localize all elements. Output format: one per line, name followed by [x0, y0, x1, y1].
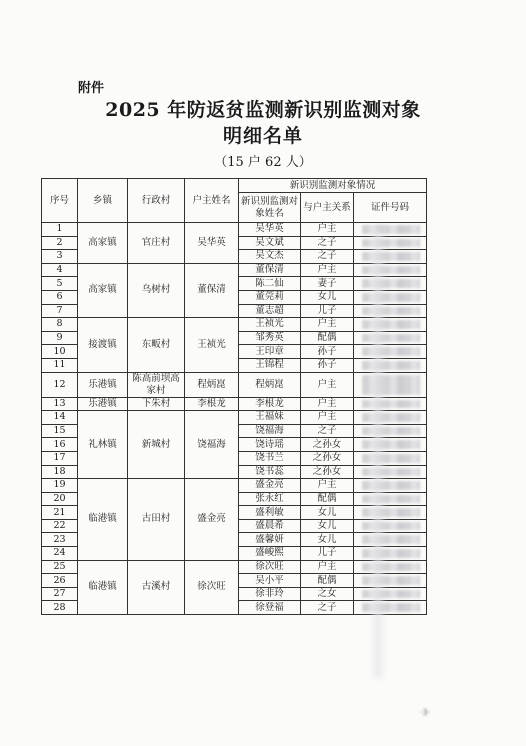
id-number-cell: [354, 574, 427, 588]
redaction-edge: [371, 228, 385, 678]
table-row: [42, 372, 427, 397]
member-name-cell: 董莞莉: [239, 290, 301, 304]
monitoring-roster-table: [41, 178, 427, 615]
member-name-cell: 董志超: [239, 304, 301, 318]
village-cell: 陈高前坝高家村: [128, 372, 185, 397]
relation-cell: 户主: [301, 372, 354, 397]
member-name-cell: 徐次旺: [239, 560, 301, 574]
relation-cell: 孙子: [301, 345, 354, 359]
member-name-cell: 饶书蕊: [239, 465, 301, 479]
id-number-cell: [354, 438, 427, 452]
id-number-cell: [354, 236, 427, 250]
seq-cell: 28: [42, 601, 78, 615]
id-number-cell: [354, 587, 427, 601]
id-number-cell: [354, 345, 427, 359]
household-head-cell: 董保清: [185, 263, 239, 317]
town-cell: 乐港镇: [78, 397, 128, 411]
relation-cell: 儿子: [301, 304, 354, 318]
id-number-cell: [354, 424, 427, 438]
relation-cell: 女儿: [301, 519, 354, 533]
member-name-cell: 盛晨希: [239, 519, 301, 533]
relation-cell: 之孙女: [301, 438, 354, 452]
id-number-cell: [354, 223, 427, 237]
member-name-cell: 王祯光: [239, 318, 301, 332]
member-name-cell: 盛金亮: [239, 479, 301, 493]
seq-cell: 10: [42, 345, 78, 359]
seq-cell: 7: [42, 304, 78, 318]
member-name-cell: 饶诗瑶: [239, 438, 301, 452]
household-head-cell: 王祯光: [185, 318, 239, 372]
member-name-cell: 张永红: [239, 492, 301, 506]
member-name-cell: 盛峻熙: [239, 547, 301, 561]
id-number-cell: [354, 506, 427, 520]
member-name-cell: 吴华英: [239, 223, 301, 237]
member-name-cell: 盛馨妍: [239, 533, 301, 547]
document-subtitle: 明细名单: [222, 125, 303, 147]
village-cell: 下朱村: [128, 397, 185, 411]
seq-cell: 11: [42, 358, 78, 372]
relation-cell: 之孙女: [301, 465, 354, 479]
header-id-number: 证件号码: [354, 193, 427, 223]
id-number-cell: [354, 318, 427, 332]
relation-cell: 配偶: [301, 331, 354, 345]
table-row: [42, 318, 427, 332]
document-title: 2025 年防返贫监测新识别监测对象: [105, 99, 421, 121]
town-cell: 接渡镇: [78, 318, 128, 372]
relation-cell: 儿子: [301, 547, 354, 561]
household-head-cell: 饶福海: [185, 411, 239, 479]
relation-cell: 户主: [301, 263, 354, 277]
id-number-cell: [354, 411, 427, 425]
id-number-cell: [354, 358, 427, 372]
seq-cell: 12: [42, 372, 78, 397]
header-town: 乡镇: [78, 179, 128, 223]
seq-cell: 3: [42, 250, 78, 264]
header-group: 新识别监测对象情况: [239, 179, 427, 193]
relation-cell: 配偶: [301, 492, 354, 506]
seq-cell: 19: [42, 479, 78, 493]
seq-cell: 8: [42, 318, 78, 332]
relation-cell: 户主: [301, 411, 354, 425]
id-number-cell: [354, 290, 427, 304]
relation-cell: 之女: [301, 587, 354, 601]
seq-cell: 22: [42, 519, 78, 533]
household-head-cell: 吴华英: [185, 223, 239, 264]
village-cell: 乌树村: [128, 263, 185, 317]
relation-cell: 户主: [301, 397, 354, 411]
household-count: （15 户 62 人）: [214, 155, 312, 170]
id-number-cell: [354, 277, 427, 291]
table-row: [42, 263, 427, 277]
attachment-label: 附件: [78, 81, 105, 96]
relation-cell: 妻子: [301, 277, 354, 291]
id-number-cell: [354, 397, 427, 411]
relation-cell: 女儿: [301, 533, 354, 547]
member-name-cell: 王印章: [239, 345, 301, 359]
seq-cell: 1: [42, 223, 78, 237]
relation-cell: 女儿: [301, 506, 354, 520]
member-name-cell: 陈二仙: [239, 277, 301, 291]
seq-cell: 16: [42, 438, 78, 452]
relation-cell: 女儿: [301, 290, 354, 304]
relation-cell: 户主: [301, 479, 354, 493]
relation-cell: 之子: [301, 236, 354, 250]
member-name-cell: 李根龙: [239, 397, 301, 411]
seq-cell: 24: [42, 547, 78, 561]
table-row: [42, 411, 427, 425]
id-number-cell: [354, 250, 427, 264]
seq-cell: 27: [42, 587, 78, 601]
town-cell: 乐港镇: [78, 372, 128, 397]
member-name-cell: 王福妹: [239, 411, 301, 425]
header-village: 行政村: [128, 179, 185, 223]
village-cell: 古田村: [128, 479, 185, 561]
seq-cell: 21: [42, 506, 78, 520]
member-name-cell: 邹秀英: [239, 331, 301, 345]
page-number-blurred: ·3·: [420, 708, 431, 717]
id-number-cell: [354, 547, 427, 561]
seq-cell: 14: [42, 411, 78, 425]
seq-cell: 13: [42, 397, 78, 411]
id-number-cell: [354, 304, 427, 318]
id-number-cell: [354, 263, 427, 277]
relation-cell: 之孙女: [301, 451, 354, 465]
seq-cell: 25: [42, 560, 78, 574]
table-row: [42, 223, 427, 237]
town-cell: 高家镇: [78, 263, 128, 317]
seq-cell: 6: [42, 290, 78, 304]
header-seq: 序号: [42, 179, 78, 223]
id-number-cell: [354, 492, 427, 506]
village-cell: 古溪村: [128, 560, 185, 614]
town-cell: 礼林镇: [78, 411, 128, 479]
seq-cell: 9: [42, 331, 78, 345]
table-row: [42, 397, 427, 411]
table-row: [42, 479, 427, 493]
household-head-cell: 盛金亮: [185, 479, 239, 561]
table-row: [42, 560, 427, 574]
member-name-cell: 饶书兰: [239, 451, 301, 465]
town-cell: 临港镇: [78, 479, 128, 561]
household-head-cell: 徐次旺: [185, 560, 239, 614]
id-number-cell: [354, 560, 427, 574]
seq-cell: 23: [42, 533, 78, 547]
seq-cell: 4: [42, 263, 78, 277]
relation-cell: 户主: [301, 223, 354, 237]
member-name-cell: 饶福海: [239, 424, 301, 438]
header-member-name: 新识别监测对象姓名: [239, 193, 301, 223]
id-number-cell: [354, 533, 427, 547]
household-head-cell: 李根龙: [185, 397, 239, 411]
town-cell: 高家镇: [78, 223, 128, 264]
id-number-cell: [354, 331, 427, 345]
household-head-cell: 程炳崑: [185, 372, 239, 397]
header-relation: 与户主关系: [301, 193, 354, 223]
member-name-cell: 吴文杰: [239, 250, 301, 264]
member-name-cell: 吴文斌: [239, 236, 301, 250]
village-cell: 官庄村: [128, 223, 185, 264]
relation-cell: 配偶: [301, 574, 354, 588]
seq-cell: 15: [42, 424, 78, 438]
seq-cell: 17: [42, 451, 78, 465]
header-household-head: 户主姓名: [185, 179, 239, 223]
member-name-cell: 盛利敏: [239, 506, 301, 520]
member-name-cell: 徐登福: [239, 601, 301, 615]
relation-cell: 孙子: [301, 358, 354, 372]
id-number-cell: [354, 519, 427, 533]
member-name-cell: 王锦程: [239, 358, 301, 372]
id-number-cell: [354, 601, 427, 615]
id-number-cell: [354, 479, 427, 493]
relation-cell: 之子: [301, 424, 354, 438]
id-number-cell: [354, 465, 427, 479]
member-name-cell: 程炳崑: [239, 372, 301, 397]
town-cell: 临港镇: [78, 560, 128, 614]
seq-cell: 2: [42, 236, 78, 250]
seq-cell: 18: [42, 465, 78, 479]
id-number-cell: [354, 451, 427, 465]
seq-cell: 20: [42, 492, 78, 506]
relation-cell: 之子: [301, 250, 354, 264]
member-name-cell: 徐非玲: [239, 587, 301, 601]
roster-body: [42, 223, 427, 615]
village-cell: 新城村: [128, 411, 185, 479]
village-cell: 东畈村: [128, 318, 185, 372]
seq-cell: 26: [42, 574, 78, 588]
relation-cell: 之子: [301, 601, 354, 615]
id-number-cell: [354, 372, 427, 397]
seq-cell: 5: [42, 277, 78, 291]
relation-cell: 户主: [301, 318, 354, 332]
member-name-cell: 董保清: [239, 263, 301, 277]
member-name-cell: 吴小平: [239, 574, 301, 588]
relation-cell: 户主: [301, 560, 354, 574]
